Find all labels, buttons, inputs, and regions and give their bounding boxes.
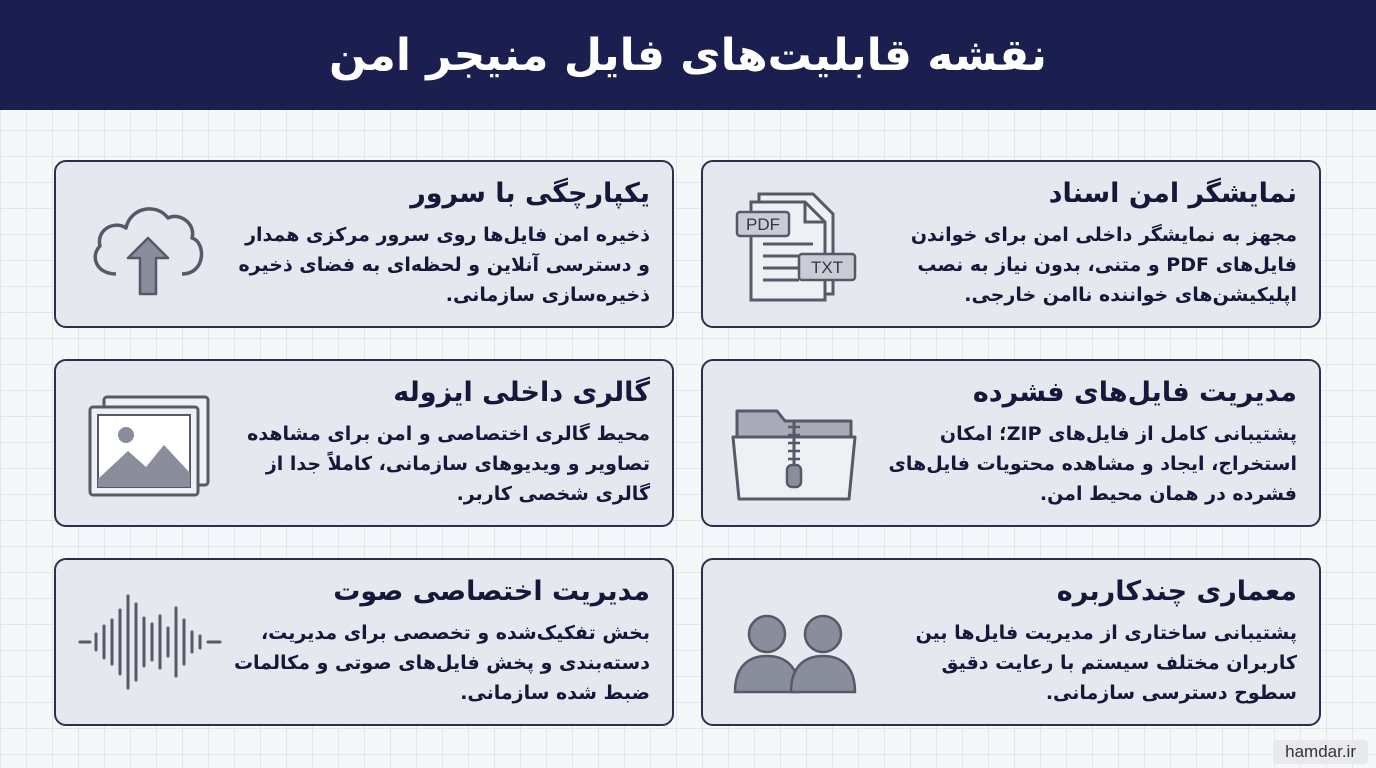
card-title: مدیریت فایل‌های فشرده <box>972 377 1297 408</box>
card-title: معماری چندکاربره <box>1056 576 1297 607</box>
card-description: پشتیبانی ساختاری از مدیریت فایل‌ها بین کاربران مختلف سیستم با رعایت دقیق سطوح دسترسی سازمانی. <box>915 622 1297 704</box>
image-gallery-icon <box>82 381 212 505</box>
card-zip-management <box>701 359 1321 527</box>
card-title: یکپارچگی با سرور <box>410 178 650 209</box>
card-description: بخش تفکیک‌شده و تخصصی برای مدیریت، دسته‌بندی و پخش فایل‌های صوتی و مکالمات ضبط شده سازمانی. <box>233 622 650 704</box>
document-files-icon <box>729 182 859 306</box>
card-title: گالری داخلی ایزوله <box>393 377 650 408</box>
pdf-label: PDF <box>746 215 780 234</box>
page-title: نقشه قابلیت‌های فایل منیجر امن <box>329 29 1047 81</box>
users-icon <box>729 580 859 704</box>
zip-folder-icon <box>729 381 859 505</box>
card-description: محیط گالری اختصاصی و امن برای مشاهده تصاویر و ویدیوهای سازمانی، کاملاً جدا از گالری شخصی کاربر. <box>247 423 650 505</box>
cloud-upload-icon <box>82 182 212 306</box>
card-server-integration <box>54 160 674 328</box>
card-multi-user <box>701 558 1321 726</box>
card-title: مدیریت اختصاصی صوت <box>333 576 650 607</box>
audio-waveform-icon <box>76 580 226 704</box>
card-secure-viewer <box>701 160 1321 328</box>
card-description: ذخیره امن فایل‌ها روی سرور مرکزی همدار و دسترسی آنلاین و لحظه‌ای به فضای ذخیره ذخیره‌سازی سازمانی. <box>238 224 650 306</box>
card-title: نمایشگر امن اسناد <box>1048 178 1297 209</box>
card-audio-management <box>54 558 674 726</box>
card-description: مجهز به نمایشگر داخلی امن برای خواندن فایل‌های PDF و متنی، بدون نیاز به نصب اپلیکیشن‌های خواننده ناامن خارجی. <box>910 224 1297 306</box>
card-isolated-gallery <box>54 359 674 527</box>
card-description: پشتیبانی کامل از فایل‌های ZIP؛ امکان استخراج، ایجاد و مشاهده محتویات فایل‌های فشرده در همان محیط امن. <box>888 423 1297 505</box>
txt-label: TXT <box>810 258 844 277</box>
header-bar <box>0 0 1376 110</box>
watermark-badge: hamdar.ir <box>1273 740 1368 764</box>
